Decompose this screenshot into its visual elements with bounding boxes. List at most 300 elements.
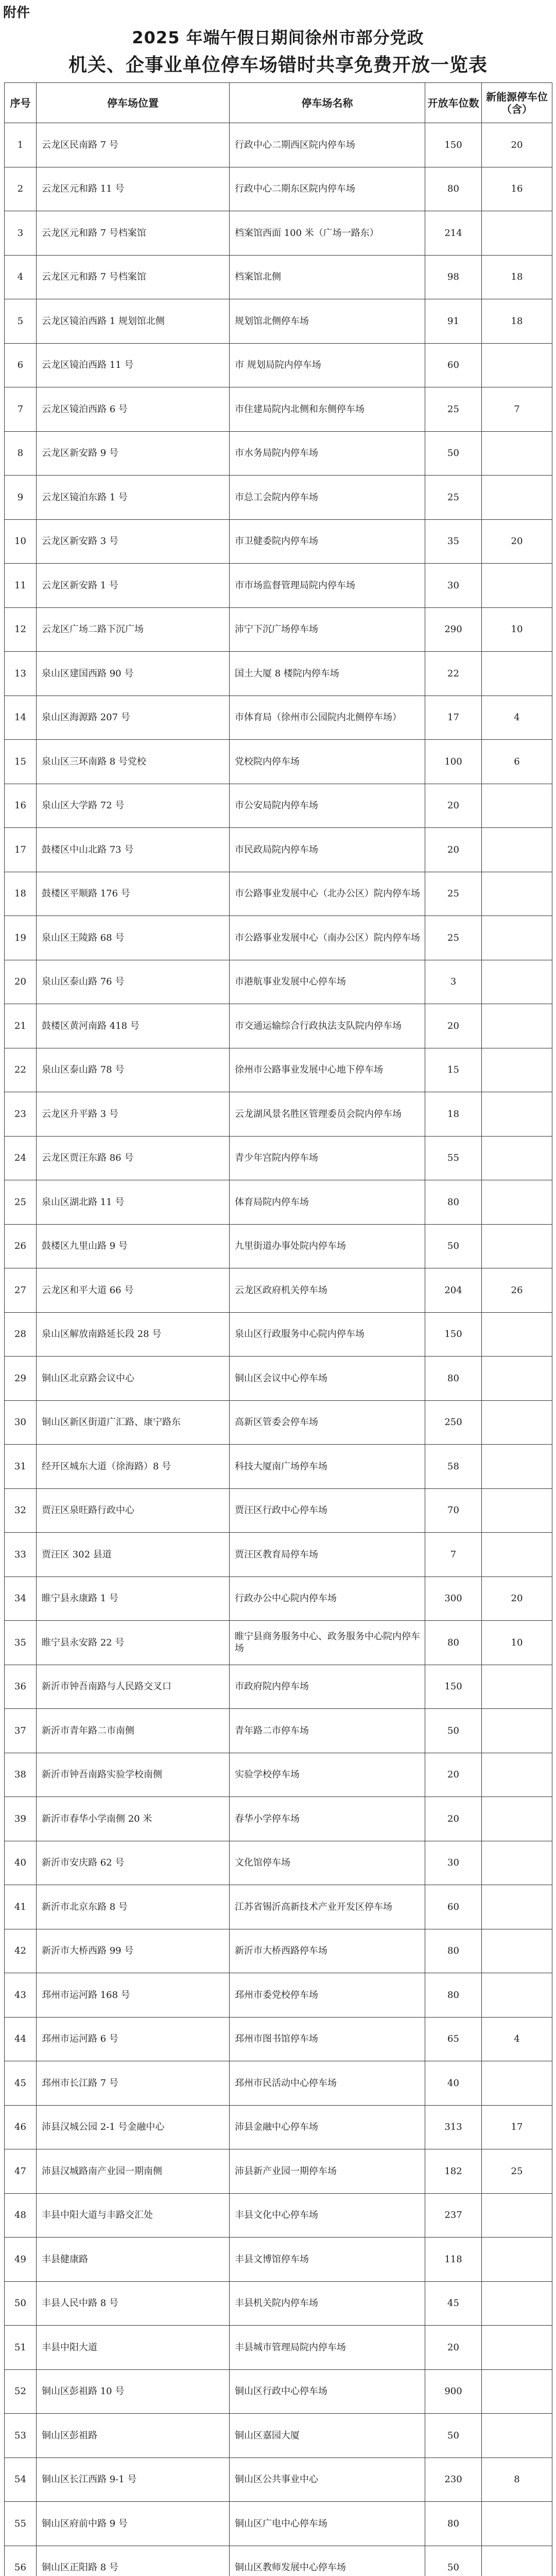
- cell-open-spaces: 65: [425, 2017, 482, 2061]
- cell-location: 丰县人民中路 8 号: [37, 2281, 230, 2326]
- cell-ev-spaces: 6: [482, 740, 552, 784]
- cell-ev-spaces: [482, 1048, 552, 1092]
- cell-open-spaces: 50: [425, 1224, 482, 1268]
- table-row: [5, 1709, 552, 1753]
- cell-location: 鼓楼区九里山路 9 号: [37, 1224, 230, 1268]
- table-row: [5, 1445, 552, 1489]
- cell-ev-spaces: [482, 652, 552, 696]
- cell-name: 沛宁下沉广场停车场: [230, 607, 425, 652]
- cell-name: 丰县城市管理局院内停车场: [230, 2326, 425, 2370]
- table-row: [5, 255, 552, 299]
- cell-ev-spaces: [482, 431, 552, 476]
- cell-name: 睢宁县商务服务中心、政务服务中心院内停车场: [230, 1621, 425, 1665]
- table-row: [5, 1577, 552, 1621]
- cell-ev-spaces: 8: [482, 2458, 552, 2502]
- cell-location: 云龙区和平大道 66 号: [37, 1268, 230, 1313]
- cell-ev-spaces: [482, 2061, 552, 2106]
- cell-open-spaces: 17: [425, 696, 482, 740]
- cell-no: 3: [5, 211, 37, 256]
- cell-open-spaces: 150: [425, 123, 482, 167]
- cell-location: 云龙区民南路 7 号: [37, 123, 230, 167]
- cell-ev-spaces: 4: [482, 2017, 552, 2061]
- cell-ev-spaces: [482, 1357, 552, 1401]
- header-location: 停车场位置: [37, 83, 230, 123]
- cell-ev-spaces: [482, 1841, 552, 1885]
- cell-ev-spaces: [482, 1753, 552, 1797]
- cell-location: 泉山区建国西路 90 号: [37, 652, 230, 696]
- cell-name: 丰县机关院内停车场: [230, 2281, 425, 2326]
- cell-location: 云龙区新安路 9 号: [37, 431, 230, 476]
- cell-ev-spaces: [482, 564, 552, 608]
- header-name: 停车场名称: [230, 83, 425, 123]
- table-row: [5, 2414, 552, 2458]
- cell-open-spaces: 250: [425, 1400, 482, 1445]
- cell-no: 36: [5, 1665, 37, 1709]
- table-row: [5, 1357, 552, 1401]
- cell-location: 云龙区镜泊东路 1 号: [37, 476, 230, 520]
- cell-name: 规划馆北侧停车场: [230, 299, 425, 344]
- cell-name: 新沂市大桥西路停车场: [230, 1929, 425, 1973]
- cell-name: 云龙区政府机关停车场: [230, 1268, 425, 1313]
- cell-no: 7: [5, 387, 37, 432]
- cell-name: 档案馆北侧: [230, 255, 425, 299]
- table-row: [5, 387, 552, 432]
- cell-location: 邳州市运河路 168 号: [37, 1973, 230, 2018]
- cell-ev-spaces: 10: [482, 607, 552, 652]
- cell-name: 市民政局院内停车场: [230, 828, 425, 872]
- cell-ev-spaces: [482, 828, 552, 872]
- cell-ev-spaces: 17: [482, 2105, 552, 2149]
- cell-ev-spaces: [482, 1312, 552, 1357]
- table-row: [5, 123, 552, 167]
- cell-name: 铜山区会议中心停车场: [230, 1357, 425, 1401]
- cell-no: 40: [5, 1841, 37, 1885]
- table-row: [5, 431, 552, 476]
- cell-ev-spaces: [482, 1665, 552, 1709]
- table-row: [5, 167, 552, 211]
- page-title-line-2: 机关、企事业单位停车场错时共享免费开放一览表: [68, 55, 488, 76]
- cell-location: 云龙区元和路 7 号档案馆: [37, 211, 230, 256]
- cell-open-spaces: 7: [425, 1533, 482, 1577]
- cell-name: 邳州市委党校停车场: [230, 1973, 425, 2018]
- cell-name: 贾汪区行政中心停车场: [230, 1488, 425, 1533]
- cell-name: 九里街道办事处院内停车场: [230, 1224, 425, 1268]
- cell-no: 17: [5, 828, 37, 872]
- cell-name: 科技大厦南广场停车场: [230, 1445, 425, 1489]
- cell-location: 云龙区镜泊西路 1 规划馆北侧: [37, 299, 230, 344]
- table-row: [5, 740, 552, 784]
- cell-location: 邳州市运河路 6 号: [37, 2017, 230, 2061]
- cell-location: 铜山区北京路会议中心: [37, 1357, 230, 1401]
- cell-no: 54: [5, 2458, 37, 2502]
- table-row: [5, 2369, 552, 2414]
- cell-no: 45: [5, 2061, 37, 2106]
- cell-no: 27: [5, 1268, 37, 1313]
- cell-ev-spaces: 16: [482, 167, 552, 211]
- cell-name: 市 规划局院内停车场: [230, 343, 425, 387]
- cell-open-spaces: 80: [425, 167, 482, 211]
- cell-no: 23: [5, 1092, 37, 1137]
- cell-open-spaces: 150: [425, 1312, 482, 1357]
- cell-location: 铜山区彭祖路 10 号: [37, 2369, 230, 2414]
- cell-open-spaces: 22: [425, 652, 482, 696]
- table-row: [5, 2281, 552, 2326]
- cell-name: 铜山区广电中心停车场: [230, 2502, 425, 2546]
- table-row: [5, 299, 552, 344]
- cell-name: 沛县新产业园一期停车场: [230, 2149, 425, 2194]
- table-row: [5, 916, 552, 960]
- table-row: [5, 343, 552, 387]
- cell-location: 铜山区新区街道广汇路、康宁路东: [37, 1400, 230, 1445]
- cell-ev-spaces: [482, 1973, 552, 2018]
- cell-ev-spaces: 26: [482, 1268, 552, 1313]
- cell-no: 4: [5, 255, 37, 299]
- cell-no: 46: [5, 2105, 37, 2149]
- cell-name: 实验学校停车场: [230, 1753, 425, 1797]
- cell-name: 市市场监督管理局院内停车场: [230, 564, 425, 608]
- table-row: [5, 1136, 552, 1180]
- cell-open-spaces: 237: [425, 2193, 482, 2238]
- cell-no: 33: [5, 1533, 37, 1577]
- cell-open-spaces: 313: [425, 2105, 482, 2149]
- table-row: [5, 1004, 552, 1048]
- cell-name: 档案馆西面 100 米（广场一路东）: [230, 211, 425, 256]
- cell-open-spaces: 20: [425, 1004, 482, 1048]
- cell-open-spaces: 20: [425, 828, 482, 872]
- cell-no: 41: [5, 1885, 37, 1929]
- cell-location: 沛县汉城公园 2-1 号金融中心: [37, 2105, 230, 2149]
- cell-location: 云龙区元和路 11 号: [37, 167, 230, 211]
- table-row: [5, 1621, 552, 1665]
- cell-open-spaces: 80: [425, 1357, 482, 1401]
- cell-no: 29: [5, 1357, 37, 1401]
- cell-location: 云龙区镜泊西路 11 号: [37, 343, 230, 387]
- cell-ev-spaces: 10: [482, 1621, 552, 1665]
- cell-location: 泉山区海源路 207 号: [37, 696, 230, 740]
- cell-name: 体育局院内停车场: [230, 1180, 425, 1225]
- cell-open-spaces: 80: [425, 1973, 482, 2018]
- cell-ev-spaces: [482, 784, 552, 828]
- table-row: [5, 1533, 552, 1577]
- cell-location: 贾汪区泉旺路行政中心: [37, 1488, 230, 1533]
- cell-location: 新沂市青年路二市南侧: [37, 1709, 230, 1753]
- table-row: [5, 2061, 552, 2106]
- cell-location: 云龙区元和路 7 号档案馆: [37, 255, 230, 299]
- cell-no: 15: [5, 740, 37, 784]
- cell-open-spaces: 3: [425, 960, 482, 1004]
- cell-ev-spaces: [482, 343, 552, 387]
- table-row: [5, 211, 552, 256]
- table-row: [5, 1048, 552, 1092]
- cell-ev-spaces: 18: [482, 255, 552, 299]
- cell-open-spaces: 80: [425, 1621, 482, 1665]
- cell-name: 市港航事业发展中心停车场: [230, 960, 425, 1004]
- cell-location: 邳州市长江路 7 号: [37, 2061, 230, 2106]
- cell-open-spaces: 50: [425, 2414, 482, 2458]
- cell-location: 鼓楼区中山北路 73 号: [37, 828, 230, 872]
- cell-ev-spaces: [482, 1224, 552, 1268]
- cell-no: 18: [5, 872, 37, 916]
- table-row: [5, 519, 552, 564]
- cell-location: 泉山区解放南路延长段 28 号: [37, 1312, 230, 1357]
- cell-location: 云龙区升平路 3 号: [37, 1092, 230, 1137]
- cell-ev-spaces: [482, 211, 552, 256]
- cell-no: 47: [5, 2149, 37, 2194]
- cell-no: 50: [5, 2281, 37, 2326]
- cell-ev-spaces: [482, 872, 552, 916]
- cell-open-spaces: 214: [425, 211, 482, 256]
- cell-open-spaces: 230: [425, 2458, 482, 2502]
- cell-location: 云龙区新安路 1 号: [37, 564, 230, 608]
- cell-open-spaces: 100: [425, 740, 482, 784]
- cell-location: 铜山区彭祖路: [37, 2414, 230, 2458]
- cell-location: 泉山区王陵路 68 号: [37, 916, 230, 960]
- cell-name: 邳州市民活动中心停车场: [230, 2061, 425, 2106]
- table-row: [5, 2502, 552, 2546]
- cell-open-spaces: 20: [425, 1753, 482, 1797]
- cell-location: 泉山区大学路 72 号: [37, 784, 230, 828]
- cell-no: 51: [5, 2326, 37, 2370]
- cell-ev-spaces: 20: [482, 519, 552, 564]
- cell-no: 19: [5, 916, 37, 960]
- table-row: [5, 2326, 552, 2370]
- cell-open-spaces: 290: [425, 607, 482, 652]
- cell-open-spaces: 60: [425, 343, 482, 387]
- cell-name: 青少年宫院内停车场: [230, 1136, 425, 1180]
- cell-open-spaces: 25: [425, 916, 482, 960]
- cell-name: 党校院内停车场: [230, 740, 425, 784]
- cell-name: 国土大厦 8 楼院内停车场: [230, 652, 425, 696]
- cell-ev-spaces: [482, 2326, 552, 2370]
- cell-no: 20: [5, 960, 37, 1004]
- cell-no: 31: [5, 1445, 37, 1489]
- cell-ev-spaces: [482, 1885, 552, 1929]
- table-body: [5, 123, 552, 2576]
- table-row: [5, 828, 552, 872]
- cell-location: 铜山区正阳路 8 号: [37, 2546, 230, 2576]
- table-row: [5, 2017, 552, 2061]
- cell-no: 6: [5, 343, 37, 387]
- cell-no: 39: [5, 1797, 37, 1841]
- cell-ev-spaces: 4: [482, 696, 552, 740]
- cell-open-spaces: 30: [425, 564, 482, 608]
- cell-no: 25: [5, 1180, 37, 1225]
- cell-open-spaces: 80: [425, 2502, 482, 2546]
- header-row: [5, 83, 552, 123]
- cell-ev-spaces: [482, 1004, 552, 1048]
- table-row: [5, 607, 552, 652]
- cell-no: 30: [5, 1400, 37, 1445]
- cell-location: 睢宁县永安路 22 号: [37, 1621, 230, 1665]
- cell-location: 铜山区长江西路 9-1 号: [37, 2458, 230, 2502]
- cell-ev-spaces: [482, 476, 552, 520]
- cell-no: 52: [5, 2369, 37, 2414]
- table-row: [5, 2458, 552, 2502]
- cell-name: 铜山区行政中心停车场: [230, 2369, 425, 2414]
- table-row: [5, 960, 552, 1004]
- cell-name: 市公路事业发展中心（北办公区）院内停车场: [230, 872, 425, 916]
- cell-name: 江苏省锡沂高新技术产业开发区停车场: [230, 1885, 425, 1929]
- parking-table: [4, 82, 552, 2576]
- cell-name: 行政办公中心院内停车场: [230, 1577, 425, 1621]
- cell-name: 市水务局院内停车场: [230, 431, 425, 476]
- cell-open-spaces: 60: [425, 1885, 482, 1929]
- cell-no: 5: [5, 299, 37, 344]
- cell-location: 泉山区泰山路 78 号: [37, 1048, 230, 1092]
- cell-open-spaces: 25: [425, 872, 482, 916]
- cell-name: 市卫健委院内停车场: [230, 519, 425, 564]
- cell-ev-spaces: [482, 1488, 552, 1533]
- cell-open-spaces: 300: [425, 1577, 482, 1621]
- table-row: [5, 1885, 552, 1929]
- cell-name: 市公安局院内停车场: [230, 784, 425, 828]
- cell-location: 鼓楼区平顺路 176 号: [37, 872, 230, 916]
- cell-open-spaces: 150: [425, 1665, 482, 1709]
- header-no: 序号: [5, 83, 37, 123]
- cell-no: 32: [5, 1488, 37, 1533]
- cell-ev-spaces: [482, 2238, 552, 2282]
- cell-open-spaces: 58: [425, 1445, 482, 1489]
- cell-ev-spaces: [482, 2369, 552, 2414]
- cell-name: 青年路二市停车场: [230, 1709, 425, 1753]
- cell-location: 新沂市钟吾南路实验学校南侧: [37, 1753, 230, 1797]
- cell-no: 26: [5, 1224, 37, 1268]
- table-row: [5, 1312, 552, 1357]
- cell-no: 9: [5, 476, 37, 520]
- cell-no: 10: [5, 519, 37, 564]
- cell-name: 泉山区行政服务中心院内停车场: [230, 1312, 425, 1357]
- cell-ev-spaces: [482, 2414, 552, 2458]
- cell-open-spaces: 30: [425, 1841, 482, 1885]
- cell-location: 新沂市北京东路 8 号: [37, 1885, 230, 1929]
- cell-ev-spaces: 18: [482, 299, 552, 344]
- cell-location: 云龙区镜泊西路 6 号: [37, 387, 230, 432]
- cell-open-spaces: 35: [425, 519, 482, 564]
- table-row: [5, 1400, 552, 1445]
- cell-ev-spaces: [482, 960, 552, 1004]
- cell-location: 泉山区湖北路 11 号: [37, 1180, 230, 1225]
- cell-ev-spaces: 20: [482, 123, 552, 167]
- cell-ev-spaces: [482, 1136, 552, 1180]
- cell-no: 22: [5, 1048, 37, 1092]
- table-row: [5, 2193, 552, 2238]
- cell-no: 42: [5, 1929, 37, 1973]
- table-row: [5, 1092, 552, 1137]
- table-row: [5, 2149, 552, 2194]
- attachment-label: 附件: [3, 5, 30, 21]
- cell-name: 市住建局院内北侧和东侧停车场: [230, 387, 425, 432]
- cell-no: 48: [5, 2193, 37, 2238]
- cell-no: 35: [5, 1621, 37, 1665]
- cell-location: 丰县中阳大道与丰路交汇处: [37, 2193, 230, 2238]
- cell-no: 12: [5, 607, 37, 652]
- header-ev-spaces: 新能源停车位（含）: [482, 83, 552, 123]
- cell-open-spaces: 25: [425, 476, 482, 520]
- cell-open-spaces: 18: [425, 1092, 482, 1137]
- table-row: [5, 476, 552, 520]
- cell-name: 云龙湖风景名胜区管理委员会院内停车场: [230, 1092, 425, 1137]
- cell-open-spaces: 80: [425, 1929, 482, 1973]
- cell-no: 38: [5, 1753, 37, 1797]
- table-row: [5, 872, 552, 916]
- cell-no: 37: [5, 1709, 37, 1753]
- table-row: [5, 564, 552, 608]
- cell-name: 贾汪区教育局停车场: [230, 1533, 425, 1577]
- cell-open-spaces: 204: [425, 1268, 482, 1313]
- cell-open-spaces: 50: [425, 1709, 482, 1753]
- cell-name: 丰县文化中心停车场: [230, 2193, 425, 2238]
- cell-no: 44: [5, 2017, 37, 2061]
- cell-no: 55: [5, 2502, 37, 2546]
- table-row: [5, 1929, 552, 1973]
- table-row: [5, 1797, 552, 1841]
- cell-open-spaces: 40: [425, 2061, 482, 2106]
- cell-location: 云龙区贾汪东路 86 号: [37, 1136, 230, 1180]
- table-header: [5, 83, 552, 123]
- cell-location: 经开区城东大道（徐海路）8 号: [37, 1445, 230, 1489]
- cell-location: 丰县中阳大道: [37, 2326, 230, 2370]
- cell-name: 市总工会院内停车场: [230, 476, 425, 520]
- table-row: [5, 1224, 552, 1268]
- cell-ev-spaces: [482, 2193, 552, 2238]
- cell-name: 行政中心二期西区院内停车场: [230, 123, 425, 167]
- cell-name: 铜山区教师发展中心停车场: [230, 2546, 425, 2576]
- header-open-spaces: 开放车位数: [425, 83, 482, 123]
- cell-location: 新沂市安庆路 62 号: [37, 1841, 230, 1885]
- table-row: [5, 1753, 552, 1797]
- cell-location: 鼓楼区黄河南路 418 号: [37, 1004, 230, 1048]
- cell-open-spaces: 182: [425, 2149, 482, 2194]
- cell-open-spaces: 98: [425, 255, 482, 299]
- cell-open-spaces: 55: [425, 1136, 482, 1180]
- cell-open-spaces: 15: [425, 1048, 482, 1092]
- cell-ev-spaces: [482, 1400, 552, 1445]
- cell-open-spaces: 45: [425, 2281, 482, 2326]
- table-row: [5, 1841, 552, 1885]
- cell-ev-spaces: [482, 2546, 552, 2576]
- cell-name: 铜山区公共事业中心: [230, 2458, 425, 2502]
- cell-location: 泉山区三环南路 8 号党校: [37, 740, 230, 784]
- cell-no: 1: [5, 123, 37, 167]
- cell-ev-spaces: 25: [482, 2149, 552, 2194]
- cell-location: 云龙区新安路 3 号: [37, 519, 230, 564]
- cell-no: 13: [5, 652, 37, 696]
- cell-ev-spaces: [482, 1709, 552, 1753]
- table-row: [5, 2105, 552, 2149]
- table-row: [5, 1665, 552, 1709]
- table-row: [5, 1973, 552, 2018]
- cell-name: 市政府院内停车场: [230, 1665, 425, 1709]
- cell-open-spaces: 20: [425, 784, 482, 828]
- cell-no: 11: [5, 564, 37, 608]
- cell-name: 铜山区嘉园大厦: [230, 2414, 425, 2458]
- cell-open-spaces: 20: [425, 1797, 482, 1841]
- cell-name: 市体育局（徐州市公园院内北侧停车场）: [230, 696, 425, 740]
- cell-no: 16: [5, 784, 37, 828]
- cell-no: 2: [5, 167, 37, 211]
- cell-name: 文化馆停车场: [230, 1841, 425, 1885]
- cell-open-spaces: 91: [425, 299, 482, 344]
- cell-open-spaces: 20: [425, 2326, 482, 2370]
- table-row: [5, 696, 552, 740]
- table-row: [5, 1180, 552, 1225]
- cell-location: 泉山区泰山路 76 号: [37, 960, 230, 1004]
- cell-ev-spaces: [482, 2502, 552, 2546]
- table-row: [5, 2238, 552, 2282]
- cell-name: 市公路事业发展中心（南办公区）院内停车场: [230, 916, 425, 960]
- cell-ev-spaces: [482, 1533, 552, 1577]
- cell-open-spaces: 25: [425, 387, 482, 432]
